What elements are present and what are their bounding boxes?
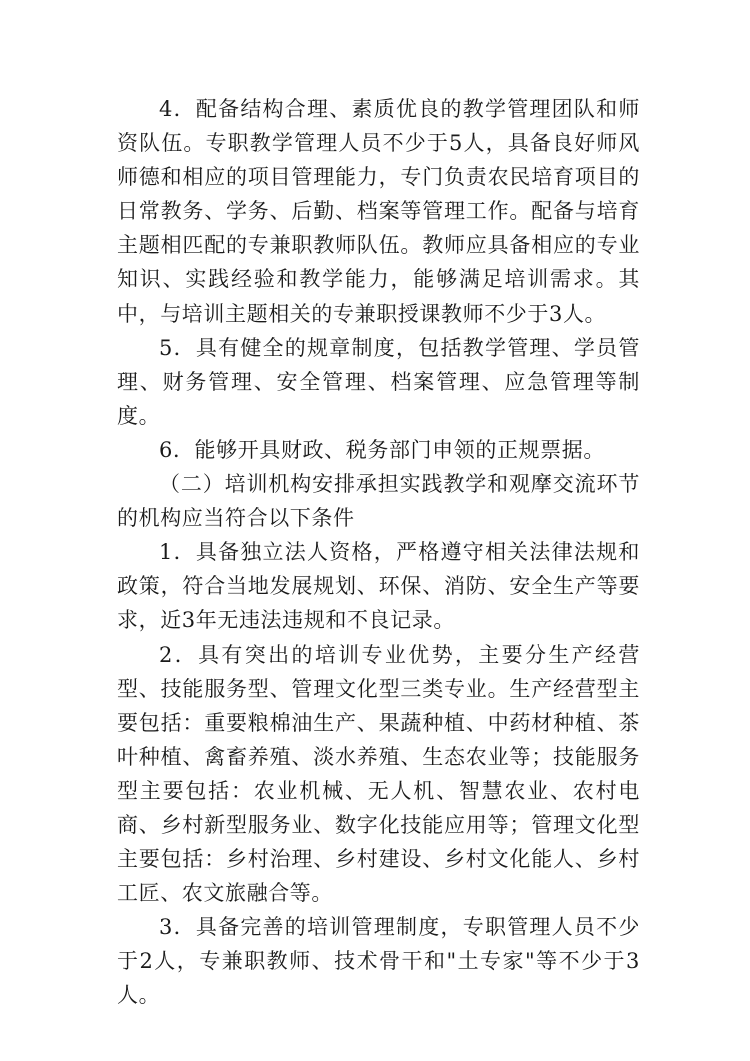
paragraph-item-6-invoices: 6．能够开具财政、税务部门申领的正规票据。	[159, 437, 605, 462]
paragraph-item-4-teaching-team: 4．配备结构合理、素质优良的教学管理团队和师资队伍。专职教学管理人员不少于5人，具备良好师风师德和相应的项目管理能力，专门负责农民培育项目的日常教务、学务、后勤、档案等管理工作。配备与培育主题相匹配的专兼职教师队伍。教师应具备相应的专业知识、实践经验和教学能力，能够满足培训需求。其中，与培训主题相关的专兼职授课教师不少于3人。	[117, 97, 640, 326]
document-body	[117, 92, 640, 1013]
section-heading-practice-institutions: （二）培训机构安排承担实践教学和观摩交流环节的机构应当符合以下条件	[117, 472, 640, 531]
paragraph-item-3-management-system: 3．具备完善的培训管理制度，专职管理人员不少于2人，专兼职教师、技术骨干和"土专家"等不少于3人。	[117, 915, 640, 1008]
paragraph-item-1-legal-qualification: 1．具备独立法人资格，严格遵守相关法律法规和政策，符合当地发展规划、环保、消防、安全生产等要求，近3年无违法违规和不良记录。	[117, 540, 640, 633]
paragraph-item-5-regulations: 5．具有健全的规章制度，包括教学管理、学员管理、财务管理、安全管理、档案管理、应急管理等制度。	[117, 335, 640, 428]
paragraph-item-2-specialty-advantages: 2．具有突出的培训专业优势，主要分生产经营型、技能服务型、管理文化型三类专业。生产经营型主要包括：重要粮棉油生产、果蔬种植、中药材种植、茶叶种植、禽畜养殖、淡水养殖、生态农业等；技能服务型主要包括：农业机械、无人机、智慧农业、农村电商、乡村新型服务业、数字化技能应用等；管理文化型主要包括：乡村治理、乡村建设、乡村文化能人、乡村工匠、农文旅融合等。	[117, 642, 640, 906]
